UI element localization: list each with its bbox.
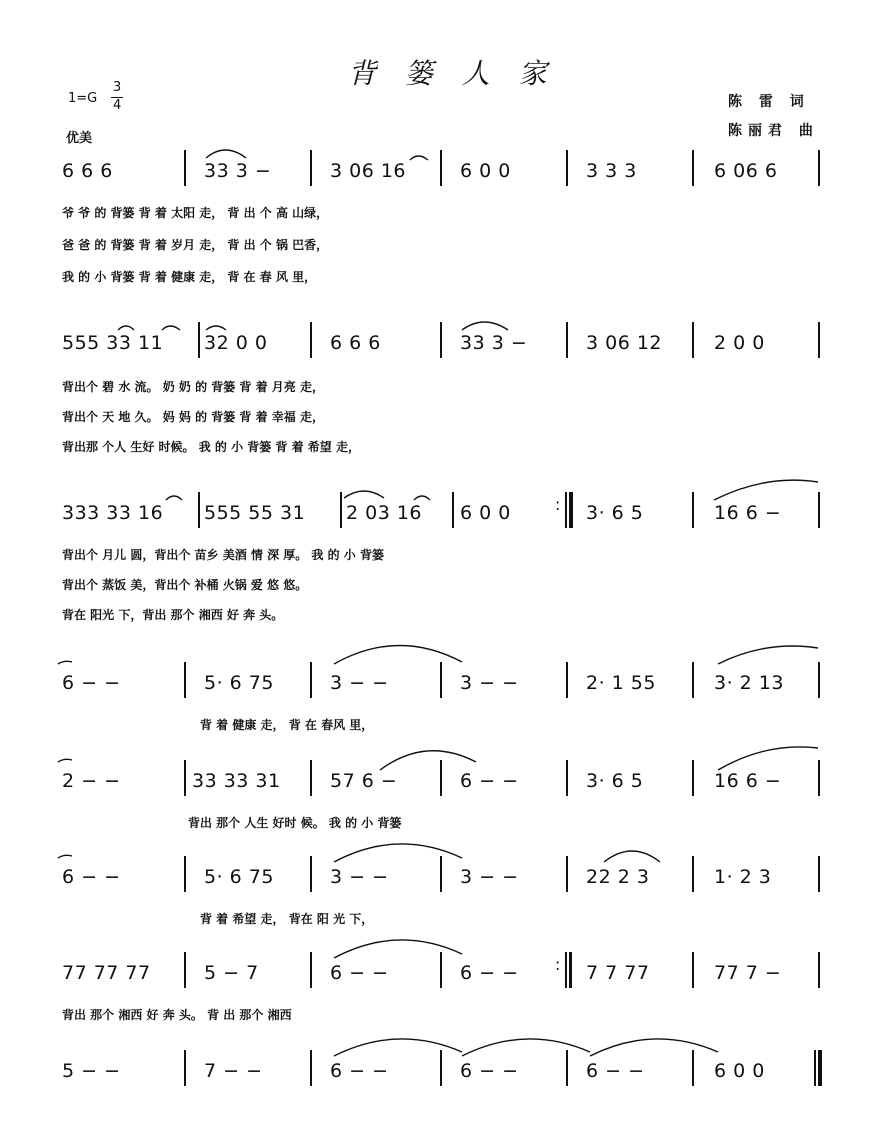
slur xyxy=(206,326,226,330)
composer-credit: 陈丽君 曲 xyxy=(728,123,819,139)
measure: 2· 1 55 xyxy=(586,672,656,694)
measure: 7 7 77 xyxy=(586,962,650,984)
measure: 6 6 6 xyxy=(62,160,113,182)
slur xyxy=(718,747,818,770)
measure: 6 − − xyxy=(460,770,519,792)
lyric-line: 背 着 希望 走， 背在 阳 光 下， xyxy=(200,912,374,926)
slur xyxy=(380,751,476,770)
slur xyxy=(604,851,660,862)
measure: 22 2 3 xyxy=(586,866,650,888)
lyric-line: 背出 那个 湘西 好 奔 头。 背 出 那个 湘西 xyxy=(62,1008,292,1022)
measure: 2 0 0 xyxy=(714,332,765,354)
lyric-line: 背出个 碧 水 流。 奶 奶 的 背篓 背 着 月亮 走， xyxy=(62,380,324,394)
measure: 1· 2 3 xyxy=(714,866,772,888)
measure: 33 3 − xyxy=(460,332,528,354)
slur xyxy=(714,480,818,500)
time-signature-bottom: 4 xyxy=(113,98,122,113)
slur xyxy=(462,1039,590,1056)
slur xyxy=(334,844,462,862)
slur xyxy=(118,326,134,330)
measure: 333 33 16 xyxy=(62,502,164,524)
lyric-line: 背出个 天 地 久。 妈 妈 的 背篓 背 着 幸福 走， xyxy=(62,410,324,424)
slur xyxy=(162,326,180,330)
slur xyxy=(414,496,430,500)
measure: 77 7 − xyxy=(714,962,782,984)
measure: 5· 6 75 xyxy=(204,672,274,694)
repeat-dots: : xyxy=(555,495,561,514)
song-title: 背 篓 人 家 xyxy=(348,57,557,90)
measure: 6 − − xyxy=(460,962,519,984)
measure: 6 0 0 xyxy=(460,160,511,182)
measure: 7 − − xyxy=(204,1060,263,1082)
measure: 3 − − xyxy=(460,672,519,694)
repeat-dots: : xyxy=(555,955,561,974)
lyric-line: 背在 阳光 下，背出 那个 湘西 好 奔 头。 xyxy=(62,608,284,622)
lyric-line: 背 着 健康 走， 背 在 春风 里， xyxy=(200,718,374,732)
lyric-line: 爷 爷 的 背篓 背 着 太阳 走， 背 出 个 高 山绿， xyxy=(62,206,329,220)
slur xyxy=(58,759,72,762)
slur xyxy=(590,1039,718,1056)
measure: 555 33 11 xyxy=(62,332,164,354)
measure: 3· 2 13 xyxy=(714,672,784,694)
slur xyxy=(58,661,72,664)
measure: 6 − − xyxy=(62,866,121,888)
measure: 6 − − xyxy=(586,1060,645,1082)
measure: 2 03 16 xyxy=(346,502,423,524)
slur xyxy=(718,646,818,664)
measure: 33 33 31 xyxy=(192,770,281,792)
slur xyxy=(334,940,462,958)
lyric-line: 背出个 月儿 圆，背出个 苗乡 美酒 情 深 厚。 我 的 小 背篓 xyxy=(62,548,384,562)
measure: 6 − − xyxy=(460,1060,519,1082)
lyric-line: 我 的 小 背篓 背 着 健康 走， 背 在 春 风 里， xyxy=(62,270,317,284)
measure: 5· 6 75 xyxy=(204,866,274,888)
measure: 32 0 0 xyxy=(204,332,268,354)
time-signature-top: 3 xyxy=(113,80,122,95)
lyricist-credit: 陈 雷 词 xyxy=(728,94,810,110)
measure: 33 3 − xyxy=(204,160,272,182)
measure: 6 − − xyxy=(330,1060,389,1082)
lyric-line: 爸 爸 的 背篓 背 着 岁月 走， 背 出 个 锅 巴香， xyxy=(62,238,329,252)
slur xyxy=(334,1039,462,1056)
measure: 6 − − xyxy=(330,962,389,984)
measure: 77 77 77 xyxy=(62,962,151,984)
measure: 3 − − xyxy=(330,672,389,694)
key-signature: 1=G xyxy=(68,91,98,106)
measure: 6 06 6 xyxy=(714,160,778,182)
lyric-line: 背出 那个 人生 好时 候。 我 的 小 背篓 xyxy=(188,816,402,830)
slur xyxy=(58,855,72,858)
measure: 57 6 − xyxy=(330,770,398,792)
slur xyxy=(166,496,182,500)
measure: 3 06 12 xyxy=(586,332,663,354)
slur xyxy=(462,322,508,330)
measure: 3 06 16 xyxy=(330,160,407,182)
measure: 5 − − xyxy=(62,1060,121,1082)
measure: 3· 6 5 xyxy=(586,770,644,792)
measure: 16 6 − xyxy=(714,770,782,792)
measure: 3 − − xyxy=(330,866,389,888)
measure: 6 − − xyxy=(62,672,121,694)
measure: 6 6 6 xyxy=(330,332,381,354)
tempo-marking: 优美 xyxy=(66,131,93,146)
measure: 6 0 0 xyxy=(714,1060,765,1082)
measure: 555 55 31 xyxy=(204,502,306,524)
measure: 6 0 0 xyxy=(460,502,511,524)
measure: 3 3 3 xyxy=(586,160,637,182)
measure: 2 − − xyxy=(62,770,121,792)
measure: 3 − − xyxy=(460,866,519,888)
lyric-line: 背出那 个人 生好 时候。 我 的 小 背篓 背 着 希望 走， xyxy=(62,440,360,454)
lyric-line: 背出个 蒸饭 美，背出个 补桶 火锅 爱 悠 悠。 xyxy=(62,578,308,592)
slur xyxy=(410,156,428,160)
measure: 16 6 − xyxy=(714,502,782,524)
slur xyxy=(206,150,246,158)
slur xyxy=(334,645,462,664)
measure: 5 − 7 xyxy=(204,962,259,984)
measure: 3· 6 5 xyxy=(586,502,644,524)
slur xyxy=(344,491,384,498)
